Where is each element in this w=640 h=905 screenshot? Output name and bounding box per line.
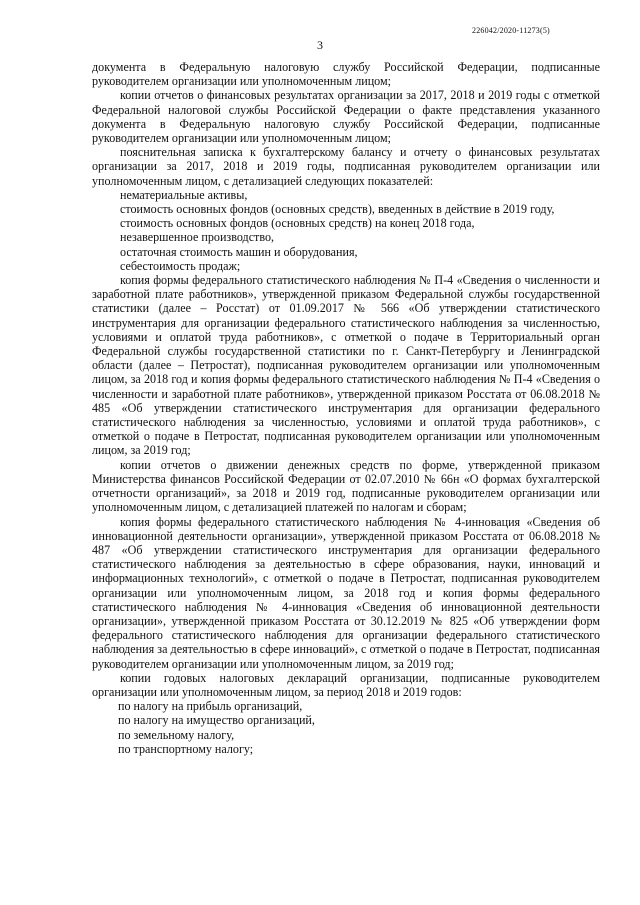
list-item: по земельному налогу, [118, 727, 235, 742]
list-item: по транспортному налогу; [118, 741, 254, 756]
list-item: стоимость основных фондов (основных средств) на конец 2018 года, [120, 216, 475, 231]
list-item: по налогу на прибыль организаций, [118, 699, 303, 714]
document-registration-number: 226042/2020-11273(5) [472, 26, 550, 35]
list-item: по налогу на имущество организаций, [118, 713, 315, 728]
page-number: 3 [317, 38, 323, 52]
document-body [92, 60, 600, 756]
paragraph: копии отчетов о движении денежных средств по форме, утвержденной приказом Министерства финансов Российской Федерации от 02.07.2010 № 66н «О формах бухгалтерской отчетности организаций», за 2018 и 2019 год, подписанные руководителем организации или уполномоченным лицом, с детализацией платежей по налогам и сборам; [92, 457, 600, 515]
paragraph: копии отчетов о финансовых результатах организации за 2017, 2018 и 2019 годы с отметкой Федеральной налоговой службы Российской Федерации о факте представления указанного документа в Федеральную налоговую службу Российской Федерации, подписанные руководителем организации или уполномоченным лицом; [92, 88, 600, 146]
list-item: стоимость основных фондов (основных средств), введенных в действие в 2019 году, [120, 202, 555, 217]
paragraph: копии годовых налоговых деклараций организации, подписанные руководителем организации или уполномоченным лицом, за период 2018 и 2019 годов: [92, 670, 600, 699]
paragraph: копия формы федерального статистического наблюдения № П-4 «Сведения о численности и заработной плате работников», утвержденной приказом Федеральной службы государственной статистики (далее – Росстат) от 01.09.2017 № 566 «Об утверждении статистического инструментария для организации федерального статистического наблюдения за численностью, условиями и оплатой труда работников», с отметкой о подаче в Территориальный орган Федеральной службы государственной статистики по г. Санкт-Петербургу и Ленинградской области (далее – Петростат), подписанная руководителем организации или уполномоченным лицом, за 2018 год и копия формы федерального статистического наблюдения № П-4 «Сведения о численности и заработной плате работников», утвержденной приказом Росстата от 06.08.2018 № 485 «Об утверждении статистического инструментария для организации федерального статистического наблюдения за численностью, условиями и оплатой труда работников», с отметкой о подаче в Петростат, подписанная руководителем организации или уполномоченным лицом, за 2019 год; [92, 273, 600, 458]
list-item: себестоимость продаж; [120, 258, 241, 273]
list-item: остаточная стоимость машин и оборудования, [120, 244, 358, 259]
list-item: нематериальные активы, [120, 187, 248, 202]
paragraph: документа в Федеральную налоговую службу Российской Федерации, подписанные руководителем организации или уполномоченным лицом; [92, 60, 600, 89]
paragraph: пояснительная записка к бухгалтерскому балансу и отчету о финансовых результатах организации за 2017, 2018 и 2019 годы, подписанная руководителем организации или уполномоченным лицом, с детализацией следующих показателей: [92, 145, 600, 188]
list-item: незавершенное производство, [120, 230, 275, 245]
paragraph: копия формы федерального статистического наблюдения № 4-инновация «Сведения об инновационной деятельности организации», утвержденной приказом Росстата от 06.08.2018 № 487 «Об утверждении статистического инструментария для организации федерального статистического наблюдения за деятельностью в сфере образования, науки, инноваций и информационных технологий», с отметкой о подаче в Петростат, подписанная руководителем организации или уполномоченным лицом, за 2018 год и копия формы федерального статистического наблюдения № 4-инновация «Сведения об инновационной деятельности организации», утвержденной приказом Росстата от 30.12.2019 № 825 «Об утверждении форм федерального статистического наблюдения для организации федерального статистического наблюдения за деятельностью в сфере инноваций», с отметкой о подаче в Петростат, подписанная руководителем организации или уполномоченным лицом, за 2019 год; [92, 514, 600, 671]
